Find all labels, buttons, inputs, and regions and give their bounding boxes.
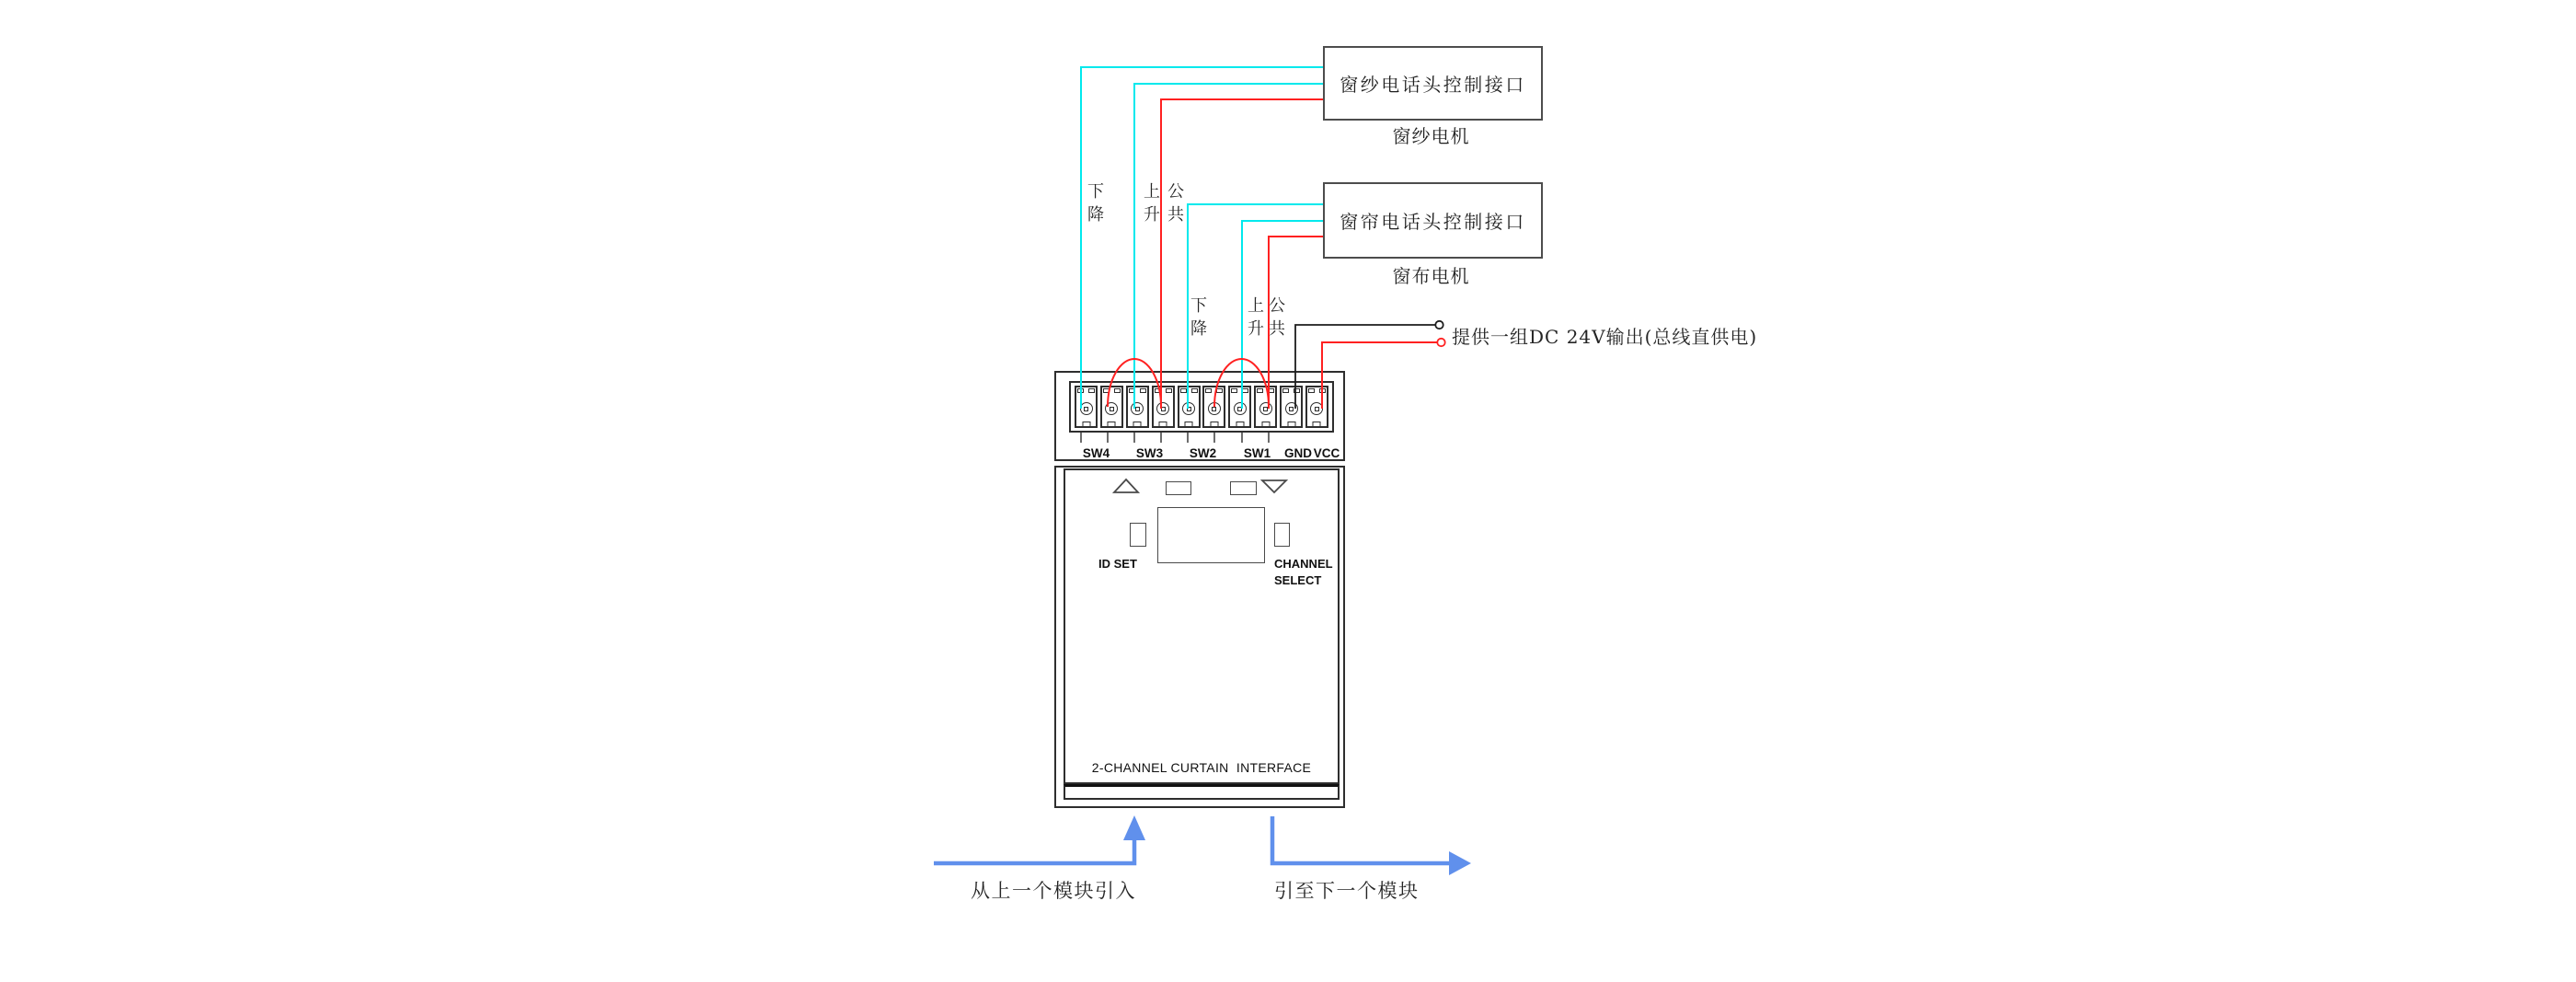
terminal-screw bbox=[1080, 402, 1093, 415]
terminal-screw bbox=[1234, 402, 1247, 415]
panel-button-rect-left bbox=[1166, 481, 1191, 495]
slot-tab bbox=[1129, 388, 1135, 393]
screw-slot-icon bbox=[1084, 407, 1088, 411]
terminal-screw bbox=[1310, 402, 1323, 415]
slot-notch bbox=[1133, 422, 1142, 426]
slot-tab bbox=[1308, 388, 1315, 393]
slot-tab bbox=[1166, 388, 1172, 393]
wire-label-up-1: 上升 bbox=[1144, 182, 1160, 225]
terminal-label-sw4: SW4 bbox=[1082, 446, 1110, 460]
terminal-screw bbox=[1208, 402, 1221, 415]
slot-tab bbox=[1114, 388, 1121, 393]
slot-tab bbox=[1103, 388, 1110, 393]
terminal-label-sw1: SW1 bbox=[1243, 446, 1271, 460]
screw-slot-icon bbox=[1135, 407, 1140, 411]
terminal-section bbox=[1054, 371, 1345, 461]
terminal-slot bbox=[1280, 386, 1303, 428]
slot-notch bbox=[1108, 422, 1116, 426]
slot-tab bbox=[1140, 388, 1146, 393]
slot-tab bbox=[1216, 388, 1223, 393]
screen-motor-box-title: 窗纱电话头控制接口 bbox=[1340, 74, 1526, 96]
wire-screen-up bbox=[1134, 84, 1323, 409]
module-footer-label: 2-CHANNEL CURTAIN INTERFACE bbox=[1091, 760, 1312, 775]
terminal-slot bbox=[1178, 386, 1201, 428]
wire-screen-down bbox=[1081, 67, 1323, 409]
slot-tab bbox=[1205, 388, 1212, 393]
slot-tab bbox=[1155, 388, 1161, 393]
slot-notch bbox=[1313, 422, 1321, 426]
terminal-slot bbox=[1305, 386, 1328, 428]
bus-out-arrow bbox=[1272, 816, 1471, 875]
screw-slot-icon bbox=[1315, 407, 1319, 411]
screw-slot-icon bbox=[1110, 407, 1114, 411]
bus-in-arrow bbox=[934, 815, 1145, 863]
terminal-screw bbox=[1285, 402, 1298, 415]
wire-screen-common bbox=[1161, 99, 1323, 409]
channel-select-label-line2: SELECT bbox=[1274, 573, 1322, 587]
terminal-screw bbox=[1259, 402, 1272, 415]
terminal-slot bbox=[1202, 386, 1225, 428]
slot-notch bbox=[1082, 422, 1090, 426]
terminal-slot bbox=[1100, 386, 1123, 428]
slot-tab bbox=[1191, 388, 1198, 393]
slot-tab bbox=[1257, 388, 1263, 393]
terminal-label-sw2: SW2 bbox=[1189, 446, 1217, 460]
wire-label-down-2: 下降 bbox=[1190, 296, 1207, 339]
cloth-motor-control-box bbox=[1323, 182, 1543, 259]
wire-label-down-1: 下降 bbox=[1087, 182, 1104, 225]
slot-tab bbox=[1088, 388, 1095, 393]
cloth-motor-caption: 窗布电机 bbox=[1392, 265, 1470, 287]
screw-slot-icon bbox=[1212, 407, 1216, 411]
slot-tab bbox=[1282, 388, 1289, 393]
channel-select-label-line1: CHANNEL bbox=[1274, 557, 1333, 571]
slot-tab bbox=[1242, 388, 1248, 393]
bus-out-label: 引至下一个模块 bbox=[1274, 880, 1420, 902]
slot-notch bbox=[1159, 422, 1167, 426]
terminal-slot bbox=[1075, 386, 1098, 428]
screen-motor-caption: 窗纱电机 bbox=[1392, 125, 1470, 147]
module-bottom-strip bbox=[1064, 784, 1340, 800]
screw-slot-icon bbox=[1237, 407, 1242, 411]
id-set-label: ID SET bbox=[1098, 557, 1137, 571]
slot-tab bbox=[1294, 388, 1300, 393]
wire-label-common-1: 公共 bbox=[1167, 182, 1184, 225]
slot-notch bbox=[1210, 422, 1218, 426]
terminal-slot bbox=[1126, 386, 1149, 428]
slot-notch bbox=[1236, 422, 1244, 426]
display-window bbox=[1157, 507, 1265, 563]
wire-label-common-2: 公共 bbox=[1269, 296, 1285, 339]
terminal-screw bbox=[1182, 402, 1195, 415]
slot-tab bbox=[1231, 388, 1237, 393]
slot-notch bbox=[1287, 422, 1295, 426]
terminal-slot bbox=[1228, 386, 1251, 428]
cloth-motor-box-title: 窗帘电话头控制接口 bbox=[1340, 211, 1526, 233]
id-set-button bbox=[1130, 523, 1146, 547]
screw-slot-icon bbox=[1263, 407, 1268, 411]
screw-slot-icon bbox=[1289, 407, 1294, 411]
terminal-slot bbox=[1152, 386, 1175, 428]
vcc-output-terminal bbox=[1437, 339, 1444, 346]
slot-notch bbox=[1261, 422, 1270, 426]
wire-label-up-2: 上升 bbox=[1248, 296, 1264, 339]
slot-tab bbox=[1319, 388, 1326, 393]
terminal-label-gnd: GND bbox=[1284, 446, 1312, 460]
terminal-connector bbox=[1069, 381, 1334, 433]
screw-slot-icon bbox=[1161, 407, 1166, 411]
panel-button-rect-right bbox=[1230, 481, 1257, 495]
terminal-screw bbox=[1105, 402, 1118, 415]
gnd-output-terminal bbox=[1435, 321, 1443, 329]
terminal-slot bbox=[1254, 386, 1277, 428]
front-panel bbox=[1064, 468, 1340, 784]
slot-notch bbox=[1185, 422, 1193, 426]
screen-motor-control-box bbox=[1323, 46, 1543, 121]
module-body bbox=[1054, 466, 1345, 808]
terminal-label-sw3: SW3 bbox=[1135, 446, 1164, 460]
terminal-screw bbox=[1131, 402, 1144, 415]
bus-in-label: 从上一个模块引入 bbox=[971, 880, 1136, 902]
slot-tab bbox=[1268, 388, 1274, 393]
slot-tab bbox=[1077, 388, 1084, 393]
screw-slot-icon bbox=[1187, 407, 1191, 411]
terminal-screw bbox=[1156, 402, 1169, 415]
power-output-label: 提供一组DC 24V输出(总线直供电) bbox=[1452, 326, 1758, 348]
slot-tab bbox=[1180, 388, 1187, 393]
channel-select-button bbox=[1274, 523, 1290, 547]
terminal-label-vcc: VCC bbox=[1313, 446, 1340, 460]
